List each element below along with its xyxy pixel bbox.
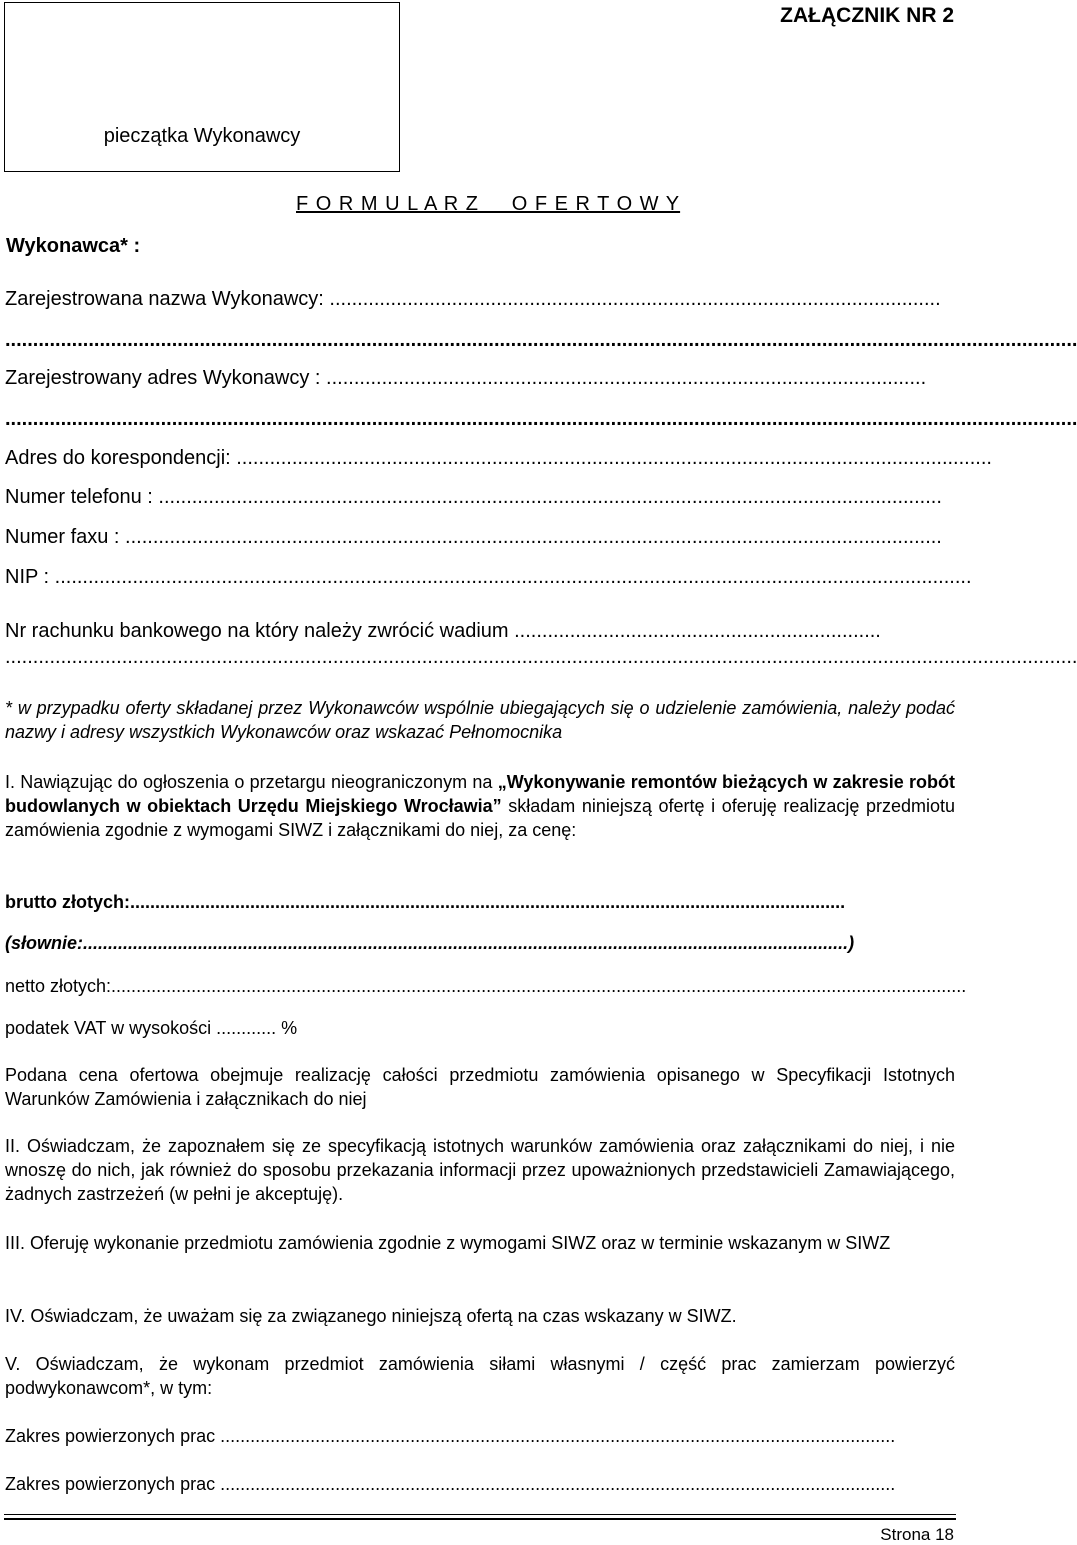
net-price-field[interactable]: netto złotych:........................................................................................................................................................................... <box>5 976 967 996</box>
registered-address-field[interactable]: Zarejestrowany adres Wykonawcy : ............................................................................................................ <box>5 367 927 389</box>
annex-number: ZAŁĄCZNIK NR 2 <box>780 4 954 27</box>
fax-field[interactable]: Numer faxu : ................................................................................................................................................... <box>5 526 942 548</box>
footer-rule-thick <box>4 1518 956 1520</box>
gross-price-field[interactable]: brutto złotych:............................................................................................................................................... <box>5 892 846 912</box>
nip-field[interactable]: NIP : ..................................................................................................................................................................... <box>5 566 972 588</box>
vat-rate-field[interactable]: podatek VAT w wysokości ............ % <box>5 1018 298 1038</box>
section-1-prefix: I. Nawiązując do ogłoszenia o przetargu nieograniczonym na <box>5 772 498 792</box>
section-3-statement: III. Oferuję wykonanie przedmiotu zamówienia zgodnie z wymogami SIWZ oraz w terminie wskazanym w SIWZ <box>5 1233 891 1253</box>
phone-field[interactable]: Numer telefonu : ............................................................................................................................................. <box>5 486 942 508</box>
form-title: F O R M U L A R Z O F E R T O W Y <box>296 193 681 215</box>
contractor-label: Wykonawca* : <box>6 235 141 257</box>
footer-rule <box>4 1514 956 1515</box>
bank-account-continuation[interactable]: ................................................................................................................................................................................................. <box>5 646 1077 668</box>
subcontract-scope-field-2[interactable]: Zakres powierzonych prac ....................................................................................................................................... <box>5 1474 896 1494</box>
price-in-words-field[interactable]: (słownie:.........................................................................................................................................................) <box>5 933 855 953</box>
section-1-offer-statement <box>5 770 955 842</box>
section-2-statement: II. Oświadczam, że zapoznałem się ze specyfikacją istotnych warunków zamówienia oraz załącznikami do niej, i nie wnoszę do nich, jak również do sposobu przekazania informacji przez upoważnionych przedstawicieli Zamawiającego, żadnych zastrzeżeń (w pełni je akceptuję). <box>5 1136 955 1204</box>
registered-name-continuation[interactable]: ................................................................................................................................................................................................. <box>5 329 1077 351</box>
contract-subject: „Wykonywanie remontów bieżących w zakresie robót budowlanych w obiektach Urzędu Miejskiego Wrocławia” <box>5 772 955 816</box>
section-1-suffix: składam niniejszą ofertę i oferuję realizację przedmiotu zamówienia zgodnie z wymogami SIWZ i załącznikami do niej, za cenę: <box>5 796 955 840</box>
bank-account-field[interactable]: Nr rachunku bankowego na który należy zwrócić wadium .................................................................. <box>5 620 881 642</box>
section-5-statement: V. Oświadczam, że wykonam przedmiot zamówienia siłami własnymi / część prac zamierzam powierzyć podwykonawcom*, w tym: <box>5 1354 955 1398</box>
subcontract-scope-field-1[interactable]: Zakres powierzonych prac ....................................................................................................................................... <box>5 1426 896 1446</box>
joint-bid-footnote: * w przypadku oferty składanej przez Wykonawców wspólnie ubiegających się o udzielenie zamówienia, należy podać nazwy i adresy wszystkich Wykonawców oraz wskazać Pełnomocnika <box>5 698 955 742</box>
correspondence-address-field[interactable]: Adres do korespondencji: ........................................................................................................................................ <box>5 447 992 469</box>
stamp-label: pieczątka Wykonawcy <box>103 125 301 147</box>
section-4-statement: IV. Oświadczam, że uważam się za związanego niniejszą ofertą na czas wskazany w SIWZ. <box>5 1306 737 1326</box>
registered-name-field[interactable]: Zarejestrowana nazwa Wykonawcy: .............................................................................................................. <box>5 288 941 310</box>
price-note: Podana cena ofertowa obejmuje realizację całości przedmiotu zamówienia opisanego w Specyfikacji Istotnych Warunków Zamówienia i załącznikach do niej <box>5 1065 955 1109</box>
registered-address-continuation[interactable]: ................................................................................................................................................................................................. <box>5 408 1077 430</box>
contractor-stamp-box <box>4 2 400 172</box>
page-number: Strona 18 <box>880 1525 954 1544</box>
